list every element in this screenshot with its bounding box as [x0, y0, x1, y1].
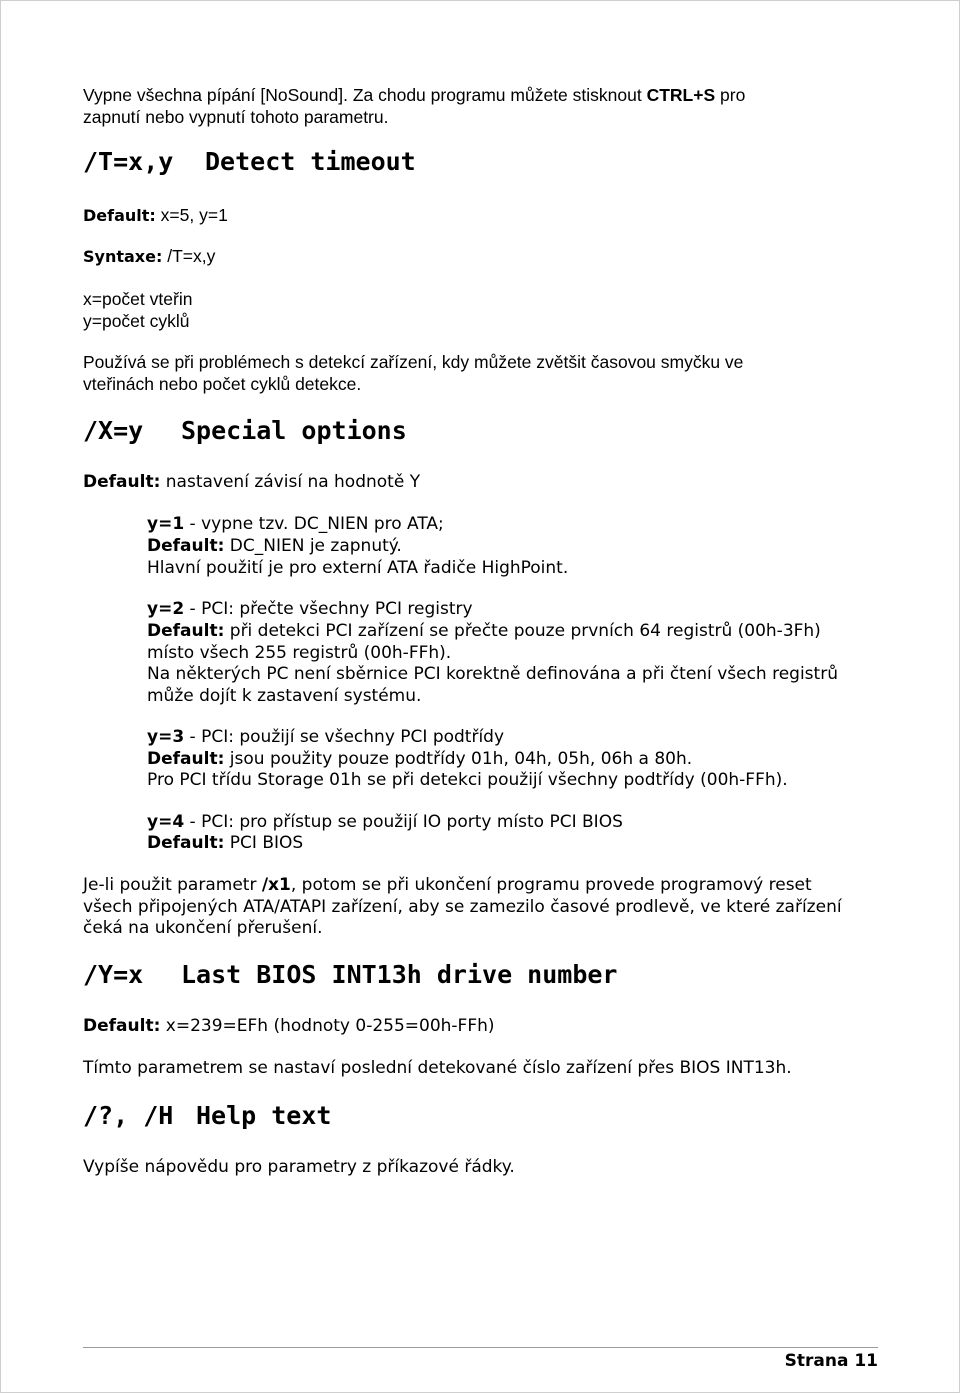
section-h-desc: Vypíše nápovědu pro parametry z příkazové řádky.: [83, 1157, 515, 1177]
section-x-title: Special options: [181, 416, 407, 445]
x1-text: Je-li použit parametr: [83, 875, 262, 895]
intro-shortcut: CTRL+S: [646, 85, 716, 105]
option-y3-label: y=3: [147, 727, 185, 747]
section-t-y-desc: y=počet cyklů: [83, 311, 190, 331]
option-y1-note: Hlavní použití je pro externí ATA řadiče HighPoint.: [147, 558, 569, 578]
x1-line-2: všech připojených ATA/ATAPI zařízení, aby se zamezilo časové prodlevě, ve které zařízení: [83, 897, 842, 917]
syntax-label: Syntaxe:: [83, 247, 163, 266]
option-y1-default: [147, 536, 402, 557]
default-label: Default:: [147, 621, 225, 641]
section-h-title: Help text: [196, 1101, 332, 1130]
x1-param: /x1: [261, 875, 291, 895]
default-label: Default:: [147, 833, 225, 853]
option-y1: [147, 514, 444, 535]
default-value: při detekci PCI zařízení se přečte pouze prvních 64 registrů (00h-3Fh): [224, 621, 821, 641]
section-t-desc-2: vteřinách nebo počet cyklů detekce.: [83, 374, 362, 394]
section-x-param: /X=y: [83, 416, 144, 445]
option-y1-text: - vypne tzv. DC_NIEN pro ATA;: [184, 514, 444, 534]
default-label: Default:: [83, 1016, 161, 1036]
option-y4: [147, 812, 623, 833]
option-y2-label: y=2: [147, 599, 185, 619]
option-y2: [147, 599, 473, 620]
default-label: Default:: [147, 536, 225, 556]
section-t-param: /T=x,y: [83, 147, 174, 176]
intro-line-2: zapnutí nebo vypnutí tohoto parametru.: [83, 107, 389, 127]
default-value: nastavení závisí na hodnotě Y: [160, 472, 421, 492]
option-y4-text: - PCI: pro přístup se použijí IO porty místo PCI BIOS: [184, 812, 623, 832]
option-y4-default: [147, 833, 303, 854]
option-y2-default: [147, 621, 821, 642]
default-label: Default:: [83, 206, 156, 225]
x1-text-end: , potom se při ukončení programu provede programový reset: [290, 875, 812, 895]
default-value: x=239=EFh (hodnoty 0-255=00h-FFh): [160, 1016, 495, 1036]
page-number: Strana 11: [784, 1351, 878, 1371]
option-y3-line-3: Pro PCI třídu Storage 01h se při detekci použijí všechny podtřídy (00h-FFh).: [147, 770, 788, 790]
option-y2-text: - PCI: přečte všechny PCI registry: [184, 599, 473, 619]
footer-divider: [83, 1347, 878, 1348]
option-y3-default: [147, 749, 692, 770]
section-t-syntax: [83, 246, 215, 267]
default-value: DC_NIEN je zapnutý.: [224, 536, 402, 556]
syntax-value: /T=x,y: [162, 246, 216, 266]
default-value: jsou použity pouze podtřídy 01h, 04h, 05h, 06h a 80h.: [224, 749, 693, 769]
section-y-default: [83, 1016, 495, 1037]
section-x-default: [83, 472, 420, 493]
option-y1-label: y=1: [147, 514, 185, 534]
default-label: Default:: [147, 749, 225, 769]
section-t-default: [83, 205, 228, 226]
option-y2-line-4: Na některých PC není sběrnice PCI korektně definována a při čtení všech registrů: [147, 664, 838, 684]
section-h-param: /?, /H: [83, 1101, 174, 1130]
option-y3: [147, 727, 504, 748]
default-value: x=5, y=1: [155, 205, 228, 225]
intro-text-end: pro: [715, 85, 746, 105]
section-y-desc: Tímto parametrem se nastaví poslední detekované číslo zařízení přes BIOS INT13h.: [83, 1058, 792, 1078]
section-t-desc-1: Používá se při problémech s detekcí zařízení, kdy můžete zvětšit časovou smyčku ve: [83, 352, 744, 372]
section-y-title: Last BIOS INT13h drive number: [181, 960, 618, 989]
section-t-x-desc: x=počet vteřin: [83, 289, 193, 309]
x1-line-1: [83, 875, 812, 896]
intro-text: Vypne všechna pípání [NoSound]. Za chodu programu můžete stisknout: [83, 85, 647, 105]
option-y3-text: - PCI: použijí se všechny PCI podtřídy: [184, 727, 505, 747]
option-y2-line-3: místo všech 255 registrů (00h-FFh).: [147, 643, 452, 663]
section-t-title: Detect timeout: [205, 147, 416, 176]
x1-line-3: čeká na ukončení přerušení.: [83, 918, 323, 938]
intro-line-1: [83, 85, 745, 106]
default-value: PCI BIOS: [224, 833, 304, 853]
option-y2-line-5: může dojít k zastavení systému.: [147, 686, 422, 706]
option-y4-label: y=4: [147, 812, 185, 832]
section-y-param: /Y=x: [83, 960, 144, 989]
default-label: Default:: [83, 472, 161, 492]
